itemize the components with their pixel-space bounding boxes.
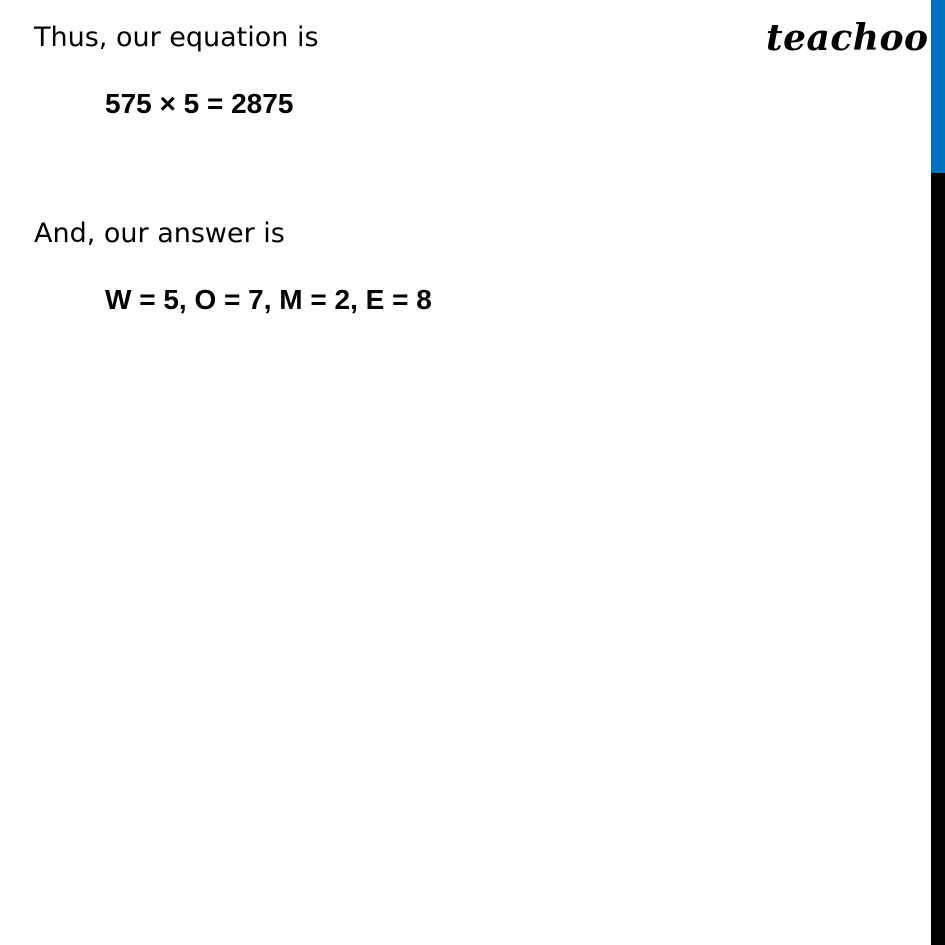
answer-intro-text: And, our answer is: [34, 218, 285, 249]
side-bar: [931, 0, 945, 945]
side-bar-accent: [931, 0, 945, 173]
teachoo-logo: teachoo: [766, 17, 929, 59]
intro-text: Thus, our equation is: [34, 22, 319, 53]
equation-text: 575 × 5 = 2875: [105, 88, 294, 119]
answer-text: W = 5, O = 7, M = 2, E = 8: [105, 284, 432, 315]
